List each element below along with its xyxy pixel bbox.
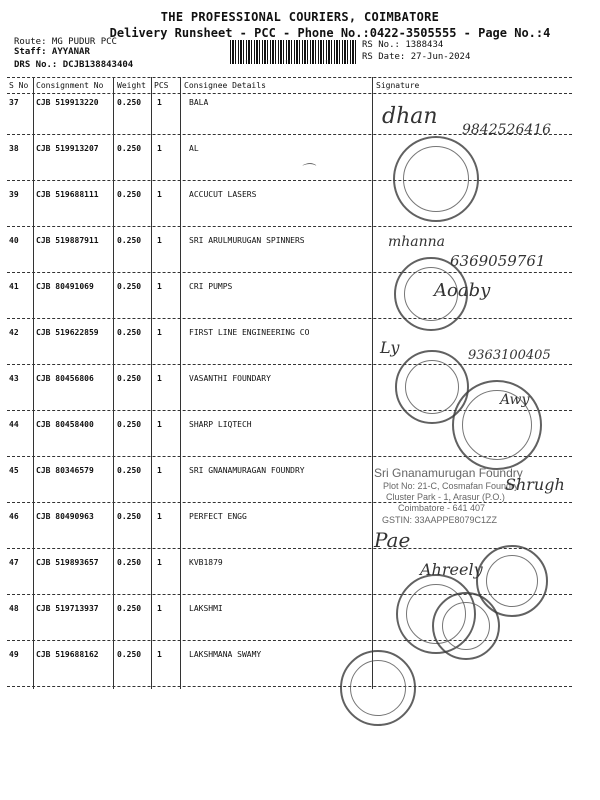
foundry-stamp-gstin: GSTIN: 33AAPPE8079C1ZZ <box>382 515 498 525</box>
row-consignment-no: CJB 519688162 <box>36 650 99 659</box>
column-header-sno: S No <box>9 81 29 90</box>
row-sno: 43 <box>9 374 19 383</box>
row-weight: 0.250 <box>117 420 142 429</box>
row-pcs: 1 <box>157 328 162 337</box>
handwritten-signature: Ahreely <box>420 560 483 579</box>
row-consignee: VASANTHI FOUNDARY <box>189 374 271 383</box>
row-consignment-no: CJB 80491069 <box>36 282 94 291</box>
handwritten-signature: mhanna <box>388 234 446 250</box>
row-divider <box>7 318 572 319</box>
row-weight: 0.250 <box>117 466 142 475</box>
handwritten-phone: 6369059761 <box>450 252 546 270</box>
table-row <box>0 650 600 696</box>
row-consignee: LAKSHMANA SWAMY <box>189 650 262 659</box>
column-header-pcs: PCS <box>154 81 169 90</box>
foundry-stamp-name: Sri Gnanamurugan Foundry <box>374 466 523 480</box>
header-bottom-rule <box>7 93 572 94</box>
row-pcs: 1 <box>157 558 162 567</box>
row-pcs: 1 <box>157 190 162 199</box>
row-consignee: LAKSHMI <box>189 604 223 613</box>
row-weight: 0.250 <box>117 558 142 567</box>
row-sno: 38 <box>9 144 19 153</box>
row-consignee: SRI ARULMURUGAN SPINNERS <box>189 236 305 245</box>
row-consignee: SRI GNANAMURAGAN FOUNDRY <box>189 466 305 475</box>
barcode <box>230 40 357 64</box>
row-pcs: 1 <box>157 420 162 429</box>
table-row <box>0 282 600 328</box>
row-consignment-no: CJB 519893657 <box>36 558 99 567</box>
row-sno: 42 <box>9 328 19 337</box>
row-divider <box>7 272 572 273</box>
handwritten-signature: Shrugh <box>505 475 565 494</box>
row-weight: 0.250 <box>117 144 142 153</box>
row-consignee: AL <box>189 144 199 153</box>
handwritten-signature: Aoaby <box>434 280 491 301</box>
row-divider <box>7 180 572 181</box>
staff-label: Staff: AYYANAR <box>14 47 90 57</box>
row-pcs: 1 <box>157 604 162 613</box>
company-stamp <box>340 650 416 726</box>
company-stamp <box>393 136 479 222</box>
handwritten-phone: 9363100405 <box>468 348 551 363</box>
row-sno: 40 <box>9 236 19 245</box>
row-pcs: 1 <box>157 144 162 153</box>
row-weight: 0.250 <box>117 374 142 383</box>
row-divider <box>7 364 572 365</box>
row-consignment-no: CJB 80456806 <box>36 374 94 383</box>
row-sno: 44 <box>9 420 19 429</box>
row-sno: 46 <box>9 512 19 521</box>
row-weight: 0.250 <box>117 512 142 521</box>
row-consignment-no: CJB 519913220 <box>36 98 99 107</box>
handwritten-phone: 9842526416 <box>462 122 552 138</box>
row-consignment-no: CJB 519688111 <box>36 190 99 199</box>
column-header-consignment: Consignment No <box>36 81 104 90</box>
document-title: THE PROFESSIONAL COURIERS, COIMBATORE <box>160 10 440 24</box>
row-weight: 0.250 <box>117 650 142 659</box>
row-weight: 0.250 <box>117 282 142 291</box>
handwritten-signature: dhan <box>382 104 438 129</box>
row-divider <box>7 548 572 549</box>
row-consignee: PERFECT ENGG <box>189 512 247 521</box>
row-weight: 0.250 <box>117 98 142 107</box>
pen-stroke: ⌒ <box>300 163 314 179</box>
row-pcs: 1 <box>157 282 162 291</box>
row-sno: 39 <box>9 190 19 199</box>
row-consignment-no: CJB 519622859 <box>36 328 99 337</box>
handwritten-signature: Ly <box>380 338 400 357</box>
row-weight: 0.250 <box>117 328 142 337</box>
row-sno: 41 <box>9 282 19 291</box>
row-pcs: 1 <box>157 236 162 245</box>
rs-number: RS No.: 1388434 <box>362 40 444 50</box>
row-pcs: 1 <box>157 466 162 475</box>
company-stamp <box>432 592 500 660</box>
row-consignee: FIRST LINE ENGINEERING CO <box>189 328 310 337</box>
row-divider <box>7 226 572 227</box>
row-consignment-no: CJB 80458400 <box>36 420 94 429</box>
row-pcs: 1 <box>157 512 162 521</box>
row-consignment-no: CJB 80346579 <box>36 466 94 475</box>
row-consignment-no: CJB 519913207 <box>36 144 99 153</box>
foundry-stamp-address: Plot No: 21-C, Cosmafan Foundry <box>383 481 519 491</box>
table-top-rule <box>7 77 572 78</box>
foundry-stamp-address: Cluster Park - 1, Arasur (P.O.) <box>386 492 505 502</box>
row-pcs: 1 <box>157 374 162 383</box>
row-weight: 0.250 <box>117 190 142 199</box>
handwritten-signature: Pae <box>374 528 411 552</box>
row-divider <box>7 686 572 687</box>
row-weight: 0.250 <box>117 236 142 245</box>
handwritten-signature: Awy <box>500 392 530 408</box>
row-sno: 37 <box>9 98 19 107</box>
row-sno: 49 <box>9 650 19 659</box>
rs-date: RS Date: 27-Jun-2024 <box>362 52 471 62</box>
row-divider <box>7 502 572 503</box>
row-consignee: BALA <box>189 98 209 107</box>
row-consignee: KVB1879 <box>189 558 223 567</box>
row-consignment-no: CJB 80490963 <box>36 512 94 521</box>
row-consignee: SHARP LIQTECH <box>189 420 252 429</box>
row-pcs: 1 <box>157 98 162 107</box>
table-row <box>0 190 600 236</box>
row-weight: 0.250 <box>117 604 142 613</box>
column-header-weight: Weight <box>117 81 146 90</box>
row-pcs: 1 <box>157 650 162 659</box>
drs-number: DRS No.: DCJB138843404 <box>14 60 134 70</box>
column-header-details: Consignee Details <box>184 81 266 90</box>
column-header-signature: Signature <box>376 81 420 90</box>
row-consignment-no: CJB 519713937 <box>36 604 99 613</box>
row-sno: 45 <box>9 466 19 475</box>
row-sno: 47 <box>9 558 19 567</box>
foundry-stamp-address: Coimbatore - 641 407 <box>398 503 486 513</box>
row-consignee: ACCUCUT LASERS <box>189 190 257 199</box>
row-consignee: CRI PUMPS <box>189 282 233 291</box>
row-consignment-no: CJB 519887911 <box>36 236 99 245</box>
document-subtitle: Delivery Runsheet - PCC - Phone No.:0422-3505555 - Page No.:4 <box>109 26 551 40</box>
route-label: Route: MG PUDUR PCC <box>14 37 117 47</box>
row-sno: 48 <box>9 604 19 613</box>
